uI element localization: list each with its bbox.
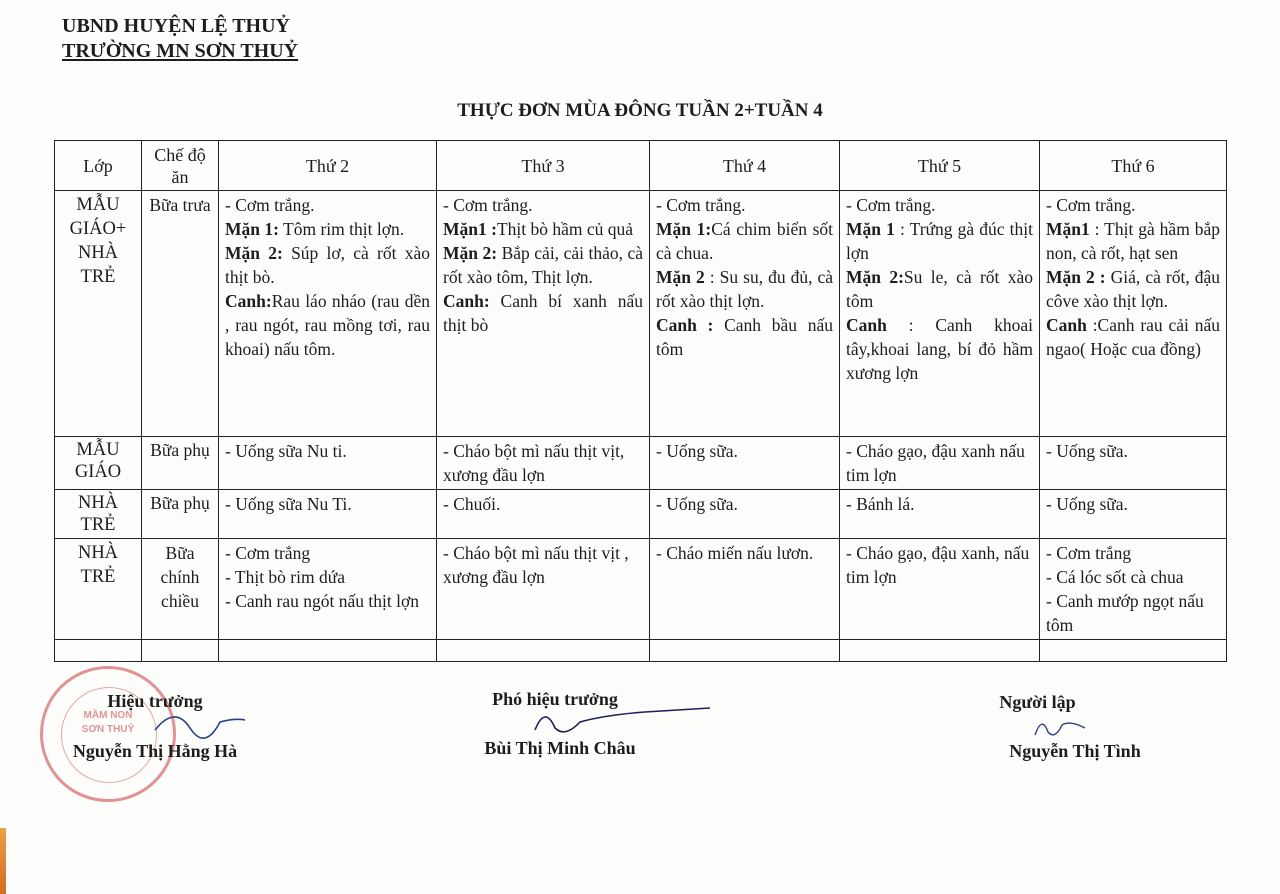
dish-label: Mặn 2: <box>443 243 498 263</box>
dish-text: Súp lơ, cà rốt xào thịt bò. <box>225 243 431 287</box>
vice-name: Bùi Thị Minh Châu <box>484 738 636 758</box>
class-cell: NHÀ TRẺ <box>55 539 142 640</box>
dish-text: :Canh rau cải nấu ngao( Hoặc cua đồng) <box>1046 315 1220 359</box>
menu-cell-thursday: - Bánh lá. <box>840 490 1040 539</box>
menu-cell-wednesday: - Cháo miến nấu lươn. <box>650 539 840 640</box>
header-meal: Chế độ ăn <box>142 141 219 191</box>
empty-cell <box>437 640 650 662</box>
dish-label: Canh <box>1046 315 1087 335</box>
menu-line: - Cơm trắng. <box>1046 195 1136 215</box>
menu-cell-monday <box>219 191 437 437</box>
table-row <box>55 437 1227 490</box>
preparer-name: Nguyễn Thị Tình <box>1009 741 1141 761</box>
menu-line <box>656 313 833 361</box>
menu-line: - Cơm trắng. <box>656 195 746 215</box>
preparer-signature <box>1030 710 1090 745</box>
menu-line <box>225 241 430 289</box>
dish-text: Rau láo nháo (rau dền , rau ngót, rau mồng tơi, rau khoai) nấu tôm. <box>225 291 430 359</box>
principal-title: Hiệu trưởng <box>107 691 203 711</box>
dish-label: Mặn1 <box>1046 219 1090 239</box>
table-row <box>55 191 1227 437</box>
table-row <box>55 490 1227 539</box>
menu-line <box>846 313 1033 385</box>
table-row-empty <box>55 640 1227 662</box>
dish-text: Canh bí xanh nấu thịt bò <box>443 291 643 335</box>
organization-header <box>62 14 298 64</box>
menu-line <box>443 289 643 337</box>
header-friday: Thứ 6 <box>1040 141 1227 191</box>
menu-cell-wednesday <box>650 191 840 437</box>
meal-cell: Bữa phụ <box>142 437 219 490</box>
header-thursday: Thứ 5 <box>840 141 1040 191</box>
table-header-row <box>55 141 1227 191</box>
dish-label: Mặn 1: <box>225 219 279 239</box>
menu-line: - Canh mướp ngọt nấu tôm <box>1046 591 1204 635</box>
paper-edge-decoration <box>0 828 6 894</box>
class-cell: MẪU GIÁO <box>55 437 142 490</box>
header-monday: Thứ 2 <box>219 141 437 191</box>
org-school: TRƯỜNG MN SƠN THUỶ <box>62 40 299 62</box>
menu-line <box>846 265 1033 313</box>
dish-label: Mặn 1 <box>846 219 895 239</box>
menu-line <box>225 217 430 241</box>
menu-cell-friday: - Uống sữa. <box>1040 437 1227 490</box>
header-tuesday: Thứ 3 <box>437 141 650 191</box>
empty-cell <box>1040 640 1227 662</box>
header-class: Lớp <box>55 141 142 191</box>
dish-label: Mặn1 : <box>443 219 497 239</box>
menu-cell-wednesday: - Uống sữa. <box>650 437 840 490</box>
menu-table <box>54 140 1227 662</box>
document-title: THỰC ĐƠN MÙA ĐÔNG TUẦN 2+TUẦN 4 <box>457 100 823 121</box>
dish-label: Mặn 2: <box>225 243 283 263</box>
menu-line <box>443 241 643 289</box>
menu-cell-friday: - Uống sữa. <box>1040 490 1227 539</box>
menu-cell-wednesday: - Uống sữa. <box>650 490 840 539</box>
meal-cell: Bữa chính chiều <box>142 539 219 640</box>
principal-name: Nguyễn Thị Hằng Hà <box>72 741 238 761</box>
dish-text: Giá, cà rốt, đậu côve xào thịt lợn. <box>1046 267 1221 311</box>
org-district: UBND HUYỆN LỆ THUỶ <box>62 15 290 37</box>
menu-line: - Cá lóc sốt cà chua <box>1046 567 1184 587</box>
dish-text: Canh bầu nấu tôm <box>656 315 833 359</box>
menu-cell-thursday: - Cháo gạo, đậu xanh, nấu tim lợn <box>840 539 1040 640</box>
menu-cell-tuesday: - Chuối. <box>437 490 650 539</box>
dish-text: Tôm rim thịt lợn. <box>278 219 405 239</box>
dish-label: Canh: <box>225 291 272 311</box>
menu-cell-tuesday: - Cháo bột mì nấu thịt vịt , xương đầu lợn <box>437 539 650 640</box>
menu-cell-thursday: - Cháo gạo, đậu xanh nấu tim lợn <box>840 437 1040 490</box>
menu-line: - Cơm trắng. <box>846 195 936 215</box>
menu-line: - Cơm trắng <box>1046 543 1132 563</box>
dish-text: Thịt bò hầm củ quả <box>496 219 634 239</box>
dish-text: : Thịt gà hầm bắp non, cà rốt, hạt sen <box>1046 219 1220 263</box>
menu-cell-thursday <box>840 191 1040 437</box>
stamp-text: MẦM NON SƠN THUỶ <box>81 710 135 735</box>
menu-line: - Cơm trắng <box>225 543 311 563</box>
table-row <box>55 539 1227 640</box>
meal-cell: Bữa trưa <box>142 191 219 437</box>
dish-label: Canh : <box>656 315 714 335</box>
menu-line <box>656 217 833 265</box>
menu-line: - Canh rau ngót nấu thịt lợn <box>225 591 419 611</box>
menu-cell-friday <box>1040 191 1227 437</box>
empty-cell <box>142 640 219 662</box>
menu-line <box>443 217 643 241</box>
menu-line: - Thịt bò rim dứa <box>225 567 345 587</box>
class-cell: MẪU GIÁO+ NHÀ TRẺ <box>55 191 142 437</box>
dish-text: : Su su, đu đủ, cà rốt xào thịt lợn. <box>656 267 833 311</box>
dish-label: Canh <box>846 315 887 335</box>
class-cell: NHÀ TRẺ <box>55 490 142 539</box>
menu-line <box>1046 265 1220 313</box>
empty-cell <box>219 640 437 662</box>
menu-cell-monday <box>219 539 437 640</box>
header-wednesday: Thứ 4 <box>650 141 840 191</box>
dish-label: Mặn 2: <box>846 267 904 287</box>
menu-cell-friday <box>1040 539 1227 640</box>
empty-cell <box>840 640 1040 662</box>
menu-line: - Cơm trắng. <box>443 195 533 215</box>
menu-cell-tuesday: - Cháo bột mì nấu thịt vịt, xương đầu lợn <box>437 437 650 490</box>
menu-line <box>1046 217 1220 265</box>
menu-line <box>656 265 833 313</box>
dish-label: Canh: <box>443 291 490 311</box>
dish-label: Mặn 2 <box>656 267 705 287</box>
menu-cell-tuesday <box>437 191 650 437</box>
preparer-title: Người lập <box>999 692 1076 712</box>
dish-text: : Trứng gà đúc thịt lợn <box>846 219 1034 263</box>
dish-text: Cá chim biển sốt cà chua. <box>656 219 833 263</box>
menu-line: - Cơm trắng. <box>225 195 315 215</box>
dish-text: Su le, cà rốt xào tôm <box>846 267 1034 311</box>
menu-line <box>846 217 1033 265</box>
dish-text: : Canh khoai tây,khoai lang, bí đỏ hầm xương lợn <box>846 315 1033 383</box>
menu-line <box>225 289 430 361</box>
menu-cell-monday: - Uống sữa Nu Ti. <box>219 490 437 539</box>
dish-label: Mặn 1: <box>656 219 712 239</box>
dish-label: Mặn 2 : <box>1046 267 1106 287</box>
meal-cell: Bữa phụ <box>142 490 219 539</box>
empty-cell <box>55 640 142 662</box>
vice-title: Phó hiệu trưởng <box>492 689 618 709</box>
menu-line <box>1046 313 1220 361</box>
menu-cell-monday: - Uống sữa Nu ti. <box>219 437 437 490</box>
dish-text: Bắp cải, cải thảo, cà rốt xào tôm, Thịt lợn. <box>443 243 644 287</box>
empty-cell <box>650 640 840 662</box>
